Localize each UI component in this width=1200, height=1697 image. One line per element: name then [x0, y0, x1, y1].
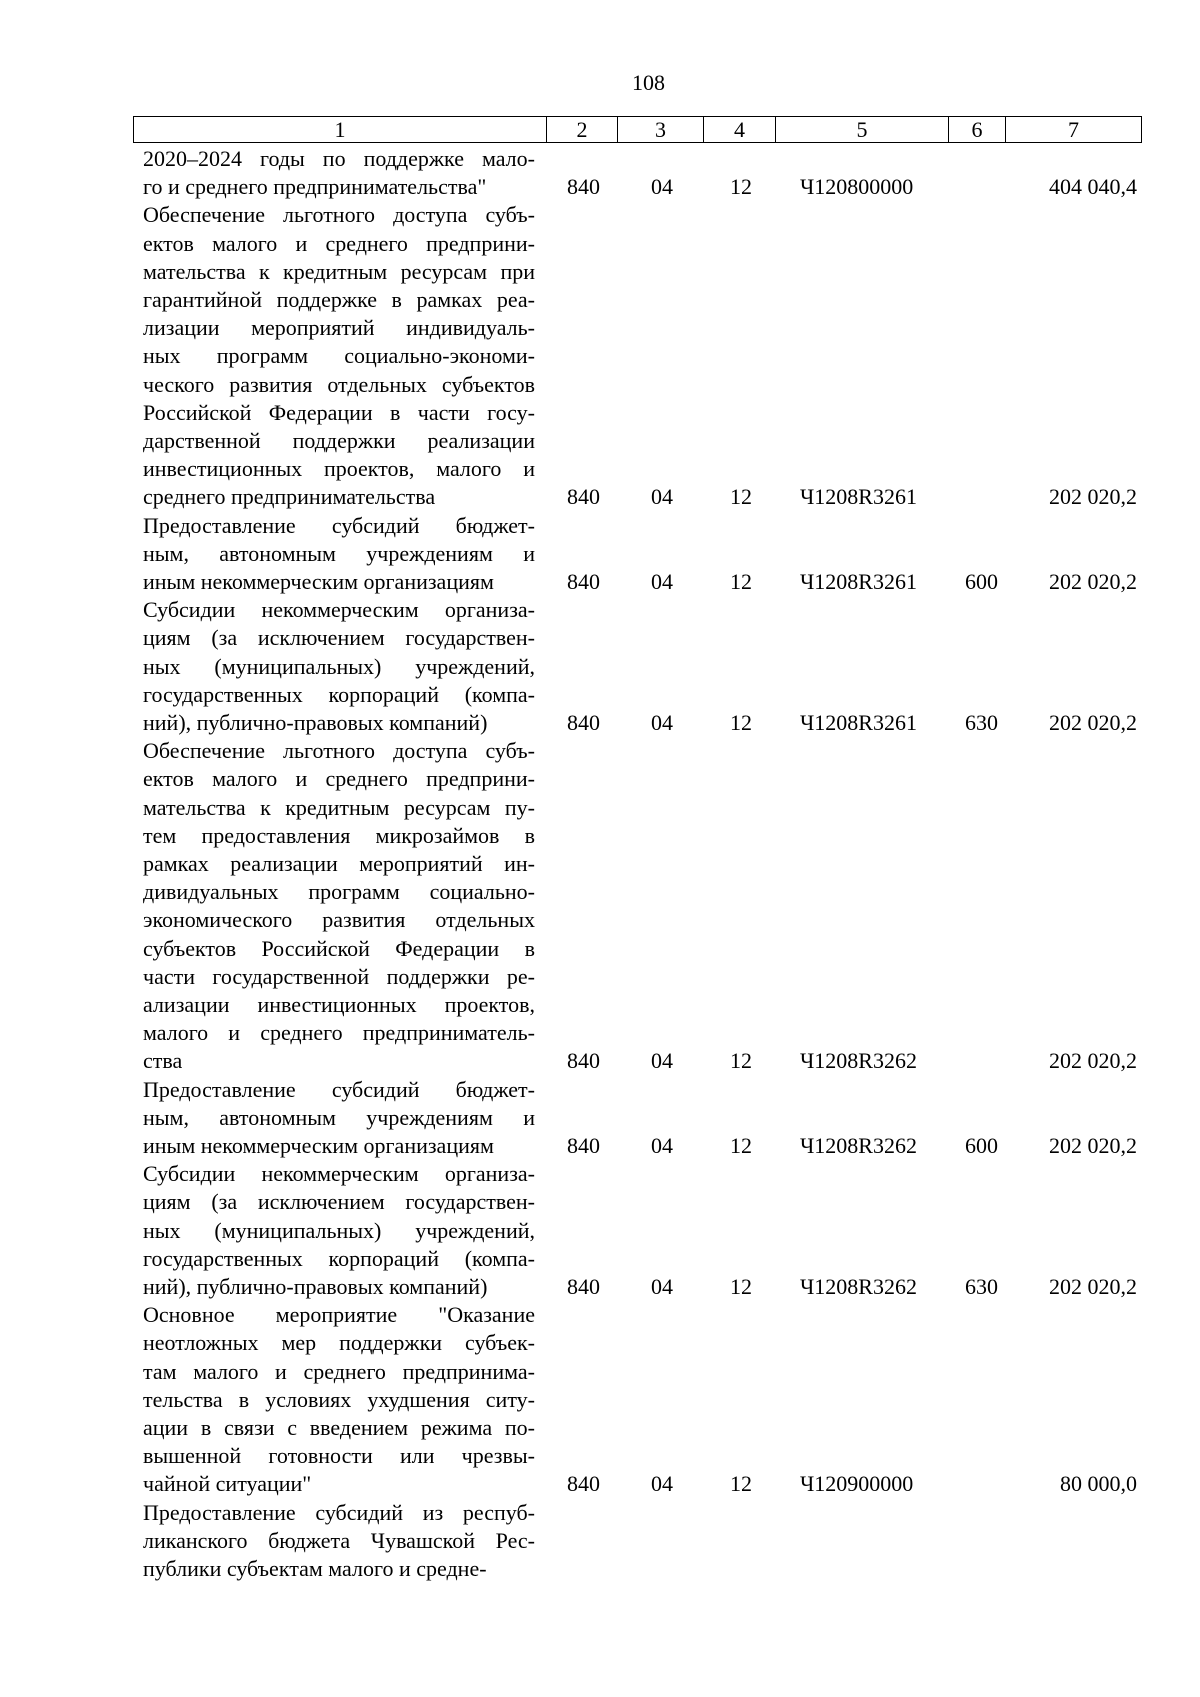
row-4-text-line: тем предоставления микрозаймов в — [143, 822, 535, 848]
row-4-col-3: 04 — [651, 1048, 673, 1074]
row-5-col-7: 202 020,2 — [1049, 1133, 1137, 1158]
row-3-col-6: 630 — [965, 710, 998, 735]
row-1-col-3: 04 — [651, 484, 673, 510]
row-2-col-6: 600 — [965, 569, 998, 594]
header-cell-1: 1 — [134, 117, 547, 142]
row-2-col-7: 202 020,2 — [1049, 569, 1137, 594]
row-4-col-5: Ч1208R3262 — [800, 1048, 917, 1074]
row-2-col-4: 12 — [730, 569, 752, 594]
row-4-text-line: ектов малого и среднего предприни- — [143, 766, 535, 792]
row-4-text-line: субъектов Российской Федерации в — [143, 935, 535, 961]
row-2-text-line: Предоставление субсидий бюджет- — [143, 512, 535, 538]
row-2-col-2: 840 — [567, 569, 600, 594]
row-1-text-line: мательства к кредитным ресурсам при — [143, 258, 535, 284]
row-3-text-line: государственных корпораций (компа- — [143, 681, 535, 707]
row-6-col-7: 202 020,2 — [1049, 1274, 1137, 1299]
row-3-col-4: 12 — [730, 710, 752, 735]
row-3-text-line: ных (муниципальных) учреждений, — [143, 653, 535, 679]
row-1-text-line: ных программ социально-экономи- — [143, 343, 535, 369]
row-4-col-2: 840 — [567, 1048, 600, 1074]
row-3-col-3: 04 — [651, 710, 673, 735]
row-7-text-line: Основное мероприятие "Оказание — [143, 1302, 535, 1328]
row-4-text-line: дивидуальных программ социально- — [143, 879, 535, 905]
header-cell-3: 3 — [618, 117, 704, 142]
row-4-col-7: 202 020,2 — [1049, 1048, 1137, 1074]
row-4-text-line: рамках реализации мероприятий ин- — [143, 851, 535, 876]
row-7-col-3: 04 — [651, 1471, 673, 1497]
row-4-col-4: 12 — [730, 1048, 752, 1074]
row-4-text-line: ализации инвестиционных проектов, — [143, 992, 535, 1017]
row-8-text-line: Предоставление субсидий из респуб- — [143, 1499, 535, 1525]
row-2-col-5: Ч1208R3261 — [800, 569, 917, 594]
row-3-col-7: 202 020,2 — [1049, 710, 1137, 735]
row-1-text-line: гарантийной поддержке в рамках реа- — [143, 287, 535, 312]
row-2-col-3: 04 — [651, 569, 673, 594]
row-5-col-3: 04 — [651, 1133, 673, 1158]
row-0-col-2: 840 — [567, 174, 600, 200]
row-4-text-line: малого и среднего предприниматель- — [143, 1020, 535, 1046]
header-cell-2: 2 — [547, 117, 618, 142]
row-0-col-7: 404 040,4 — [1049, 174, 1137, 200]
row-8-text-line: публики субъектам малого и средне- — [143, 1556, 487, 1581]
row-6-text-line: государственных корпораций (компа- — [143, 1245, 535, 1271]
row-7-text-line: тельства в условиях ухудшения ситу- — [143, 1386, 535, 1412]
row-6-text-line: циям (за исключением государствен- — [143, 1189, 535, 1215]
row-3-col-2: 840 — [567, 710, 600, 735]
row-6-col-4: 12 — [730, 1274, 752, 1299]
header-cell-5: 5 — [776, 117, 949, 142]
row-1-text-line: Российской Федерации в части госу- — [143, 399, 535, 425]
row-5-text-line: иным некоммерческим организациям — [143, 1133, 494, 1158]
row-6-text-line: ных (муниципальных) учреждений, — [143, 1217, 535, 1243]
row-5-col-6: 600 — [965, 1133, 998, 1158]
row-1-text-line: среднего предпринимательства — [143, 484, 436, 510]
row-1-col-2: 840 — [567, 484, 600, 510]
row-1-text-line: ческого развития отдельных субъектов — [143, 371, 535, 397]
row-7-col-2: 840 — [567, 1471, 600, 1497]
row-1-text-line: ектов малого и среднего предприни- — [143, 230, 535, 256]
row-0-col-5: Ч120800000 — [800, 174, 914, 200]
row-0-text-line: 2020–2024 годы по поддержке мало- — [143, 146, 535, 171]
row-5-col-5: Ч1208R3262 — [800, 1133, 917, 1158]
row-7-text-line: чайной ситуации" — [143, 1471, 312, 1497]
row-5-text-line: ным, автономным учреждениям и — [143, 1104, 535, 1130]
row-5-text-line: Предоставление субсидий бюджет- — [143, 1076, 535, 1102]
row-5-col-4: 12 — [730, 1133, 752, 1158]
row-1-col-5: Ч1208R3261 — [800, 484, 917, 510]
row-4-text-line: экономического развития отдельных — [143, 907, 535, 933]
row-1-text-line: лизации мероприятий индивидуаль- — [143, 315, 535, 341]
row-1-text-line: дарственной поддержки реализации — [143, 428, 535, 453]
row-7-text-line: вышенной готовности или чрезвы- — [143, 1443, 535, 1469]
header-cell-7: 7 — [1068, 117, 1079, 142]
row-3-text-line: Субсидии некоммерческим организа- — [143, 597, 535, 623]
row-0-text-line: го и среднего предпринимательства" — [143, 174, 487, 200]
row-6-col-3: 04 — [651, 1274, 673, 1299]
row-4-text-line: части государственной поддержки ре- — [143, 963, 535, 989]
row-0-col-4: 12 — [730, 174, 752, 200]
row-2-text-line: ным, автономным учреждениям и — [143, 540, 535, 566]
row-4-text-line: Обеспечение льготного доступа субъ- — [143, 738, 535, 764]
row-1-col-4: 12 — [730, 484, 752, 510]
row-6-text-line: Субсидии некоммерческим организа- — [143, 1161, 535, 1187]
row-0-col-3: 04 — [651, 174, 673, 200]
row-6-col-6: 630 — [965, 1274, 998, 1299]
row-6-col-5: Ч1208R3262 — [800, 1274, 917, 1299]
row-4-text-line: ства — [143, 1048, 183, 1074]
row-2-text-line: иным некоммерческим организациям — [143, 569, 494, 594]
row-3-col-5: Ч1208R3261 — [800, 710, 917, 735]
row-1-text-line: Обеспечение льготного доступа субъ- — [143, 202, 535, 228]
row-6-col-2: 840 — [567, 1274, 600, 1299]
row-4-text-line: мательства к кредитным ресурсам пу- — [143, 794, 535, 820]
row-3-text-line: ний), публично-правовых компаний) — [143, 710, 488, 735]
header-cell-4: 4 — [704, 117, 776, 142]
row-1-col-7: 202 020,2 — [1049, 484, 1137, 510]
row-7-text-line: неотложных мер поддержки субъек- — [143, 1330, 535, 1356]
row-5-col-2: 840 — [567, 1133, 600, 1158]
page-number: 108 — [632, 70, 665, 95]
row-7-col-7: 80 000,0 — [1060, 1471, 1137, 1497]
row-7-col-4: 12 — [730, 1471, 752, 1497]
row-7-col-5: Ч120900000 — [800, 1471, 914, 1497]
row-6-text-line: ний), публично-правовых компаний) — [143, 1274, 488, 1299]
row-8-text-line: ликанского бюджета Чувашской Рес- — [143, 1527, 535, 1553]
table-header — [133, 116, 1142, 143]
row-7-text-line: там малого и среднего предпринима- — [143, 1358, 535, 1384]
row-7-text-line: ации в связи с введением режима по- — [143, 1415, 535, 1440]
header-cell-6: 6 — [949, 117, 1006, 142]
row-1-text-line: инвестиционных проектов, малого и — [143, 456, 535, 482]
row-3-text-line: циям (за исключением государствен- — [143, 625, 535, 651]
